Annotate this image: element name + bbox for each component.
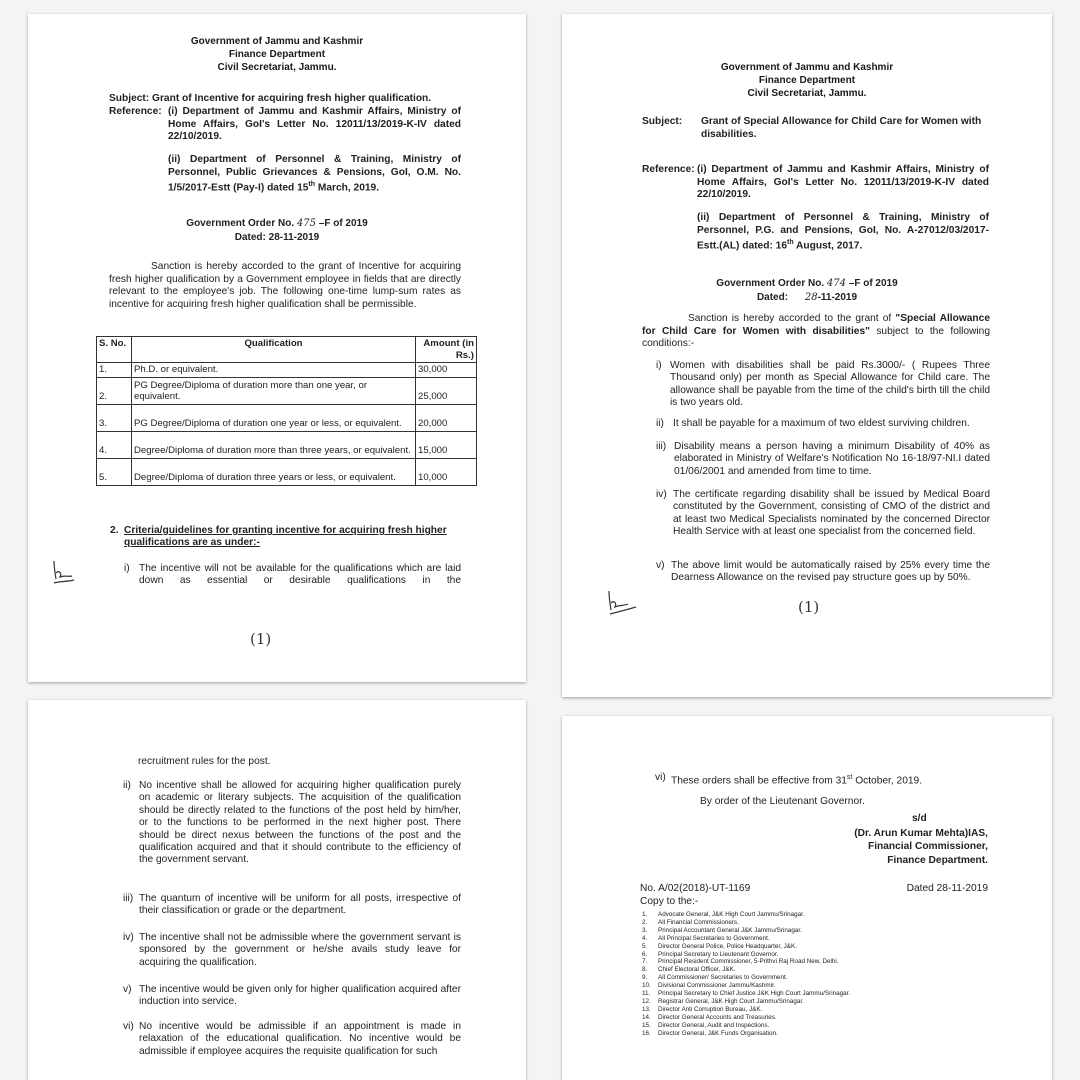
cell-qualification: Degree/Diploma of duration three years or less, or equivalent. xyxy=(132,458,416,485)
list-item xyxy=(642,998,850,1006)
by-order-line: By order of the Lieutenant Governor. xyxy=(700,796,865,807)
list-item-text: Advocate General, J&K High Court Jammu/Srinagar. xyxy=(658,911,805,918)
list-item xyxy=(642,1030,850,1038)
col-header-amount: Amount (in Rs.) xyxy=(416,337,477,363)
cell-amount: 10,000 xyxy=(416,458,477,485)
list-item-text: Director General Accounts and Treasuries. xyxy=(658,1013,777,1021)
incentive-table xyxy=(96,336,477,486)
order-suffix: –F of 2019 xyxy=(848,278,898,289)
document-page-2 xyxy=(562,14,1052,697)
list-item-number: 11. xyxy=(642,990,651,998)
list-item-number: 13. xyxy=(642,1005,651,1013)
list-item xyxy=(642,935,850,943)
superscript: th xyxy=(787,239,794,247)
list-item-number: 10. xyxy=(642,982,651,990)
list-item-text: Director General Police, Police Headquarter, J&K. xyxy=(658,942,797,950)
list-item-text: Principal Accountant General J&K Jammu/Srinagar. xyxy=(658,926,802,934)
list-item-number: 15. xyxy=(642,1021,651,1029)
cell-sno: 4. xyxy=(97,431,132,458)
list-item-number: i) xyxy=(124,563,130,574)
list-item-text: Disability means a person having a minimum Disability of 40% as elaborated in Ministry of Welfare's Notification No 16-18/97-NI.I dated 01/06/2001 and amended from time to time. xyxy=(674,441,990,477)
list-item-number: iv) xyxy=(123,932,134,943)
dated-value: 28-11-2019 xyxy=(268,232,320,243)
col-header-qualification: Qualification xyxy=(132,337,416,363)
signature-block xyxy=(854,827,988,867)
letterhead-line: Government of Jammu and Kashmir xyxy=(190,36,364,47)
list-item-text: The certificate regarding disability shall be issued by Medical Board constituted by the Government, consisting of CMO of the district and at least two Medical Specialists nominated by the concerned Director Health Service with at least one specialist from the concerned field. xyxy=(673,489,990,538)
list-item-number: vi) xyxy=(123,1021,134,1032)
col-header-sno: S. No. xyxy=(97,337,132,363)
list-item-text: The quantum of incentive will be uniform for all posts, irrespective of their classification or grade or the department. xyxy=(139,893,461,917)
cell-sno: 3. xyxy=(97,404,132,431)
cell-amount: 15,000 xyxy=(416,431,477,458)
page-number-mark: (1) xyxy=(250,630,272,648)
list-item-text: Women with disabilities shall be paid Rs.3000/- ( Rupees Three Thousand only) per month as Special Allowance for Child care. The allowance shall be payable from the time of the child's birth till the child is two years old. xyxy=(670,360,990,409)
table-row xyxy=(97,458,477,485)
list-item-number: 12. xyxy=(642,997,651,1005)
continued-text: recruitment rules for the post. xyxy=(138,756,271,767)
letterhead-line: Government of Jammu and Kashmir xyxy=(720,62,894,73)
reference-2 xyxy=(697,212,989,253)
list-item-text xyxy=(671,772,975,788)
reference-number: No. A/02(2018)-UT-1169 xyxy=(640,883,751,894)
copy-list xyxy=(642,911,850,1038)
list-item-number: ii) xyxy=(656,418,664,429)
document-page-3 xyxy=(28,700,526,1080)
order-number-value: 475 xyxy=(296,218,316,229)
signatory-name: (Dr. Arun Kumar Mehta)IAS, xyxy=(854,828,988,839)
list-item xyxy=(642,990,850,998)
cell-sno: 1. xyxy=(97,363,132,378)
list-item-text: The incentive will not be available for the qualifications which are laid down as essential or desirable qualifications in the xyxy=(139,563,461,587)
dated-value-rest: -11-2019 xyxy=(817,292,858,303)
subject-label: Subject: xyxy=(109,93,150,104)
cell-sno: 5. xyxy=(97,458,132,485)
list-item xyxy=(642,919,850,927)
order-date xyxy=(28,231,526,244)
list-item-text: Registrar General, J&K High Court Jammu/Srinagar. xyxy=(658,997,804,1005)
subject-text: Grant of Special Allowance for Child Care for Women with disabilities. xyxy=(701,116,982,140)
list-item-text: Director General, Audit and Inspections. xyxy=(658,1021,770,1029)
order-number xyxy=(28,217,526,230)
letterhead-line: Civil Secretariat, Jammu. xyxy=(747,88,867,99)
list-item-text: The incentive shall not be admissible where the government servant is sponsored by the government or he/she avails study leave for acquiring the qualification. xyxy=(139,932,461,968)
list-item-text: All Principal Secretaries to Government. xyxy=(658,934,770,942)
list-item-text: No incentive shall be allowed for acquiring higher qualification purely on academic or literary subjects. The acquisition of the qualification should be directly related to the functions of the post held by him/her, or to the functions to be performed in the next higher post. There should be direct nexus between the functions of the post and the qualification acquired and that it should contribute to the efficiency of the government servant. xyxy=(139,780,461,866)
list-item-number: 8. xyxy=(642,966,648,974)
letterhead xyxy=(562,61,1052,100)
document-page-4 xyxy=(562,716,1052,1080)
list-item-number: iv) xyxy=(656,489,667,500)
letterhead xyxy=(28,35,526,74)
reference-2-text: (ii) Department of Personnel & Training, Ministry of Personnel, Public Grievances & Pensions, GoI, O.M. No. 1/5/2017-Estt (Pay-I) dated 15 xyxy=(168,154,461,194)
reference-2-text: (ii) Department of Personnel & Training, Ministry of Personnel, P.G. and Pensions, GoI, No. A-27012/03/2017-Estt.(AL) dated: 16 xyxy=(697,212,989,252)
subject-label: Subject: xyxy=(642,116,683,127)
list-item-number: 14. xyxy=(642,1013,651,1021)
list-item-number: ii) xyxy=(123,780,131,791)
list-item xyxy=(656,489,990,539)
superscript: st xyxy=(846,774,853,781)
list-item xyxy=(123,780,461,867)
list-item-number: 6. xyxy=(642,950,648,958)
sanction-paragraph: Sanction is hereby accorded to the grant of Incentive for acquiring fresh higher qualification by a Government employee in fields that are directly relevant to the employee's job. The following one-time lump-sum rates as incentive for acquiring fresh higher qualification shall be permissible. xyxy=(109,261,461,310)
list-item xyxy=(655,772,975,788)
dispatch-date: Dated 28-11-2019 xyxy=(906,883,988,894)
sanction-text-end: subject to the following conditions:- xyxy=(642,325,991,350)
list-item xyxy=(656,560,990,585)
copy-to-label: Copy to the:- xyxy=(640,896,699,907)
list-item xyxy=(642,951,850,959)
list-item xyxy=(123,984,461,1009)
document-page-1 xyxy=(28,14,526,682)
list-item-number: 3. xyxy=(642,926,648,934)
list-item-text: All Financial Commissioners. xyxy=(658,918,739,926)
subject-line xyxy=(109,93,489,106)
order-label: Government Order No. xyxy=(186,218,295,229)
reference-1: (i) Department of Jammu and Kashmir Affairs, Ministry of Home Affairs, GoI's Letter No. 12011/13/2019-K-IV dated 22/10/2019. xyxy=(168,106,461,143)
list-item xyxy=(642,1022,850,1030)
list-item xyxy=(656,418,990,430)
list-item-text: Principal Resident Commissioner, 5-Prithvi Raj Road New, Delhi. xyxy=(658,958,839,966)
subject-text: Grant of Incentive for acquiring fresh higher qualification. xyxy=(152,93,432,104)
cell-amount: 30,000 xyxy=(416,363,477,378)
list-item xyxy=(642,1014,850,1022)
cell-qualification: PG Degree/Diploma of duration more than one year, or equivalent. xyxy=(132,377,416,404)
list-item-text: No incentive would be admissible if an appointment is made in relaxation of the educational qualification. No incentive would be admissible if employee acquires the requisite qualification for such xyxy=(139,1021,461,1057)
sanction-paragraph xyxy=(642,313,990,351)
reference-2-text-end: March, 2019. xyxy=(315,182,380,194)
list-item xyxy=(642,943,850,951)
list-item-text: Director General, J&K Funds Organisation. xyxy=(658,1029,778,1037)
reference-1: (i) Department of Jammu and Kashmir Affairs, Ministry of Home Affairs, GoI's Letter No. 12011/13/2019-K-IV dated 22/10/2019. xyxy=(697,164,989,201)
superscript: th xyxy=(308,181,316,189)
list-item xyxy=(642,982,850,990)
signatory-title: Financial Commissioner, xyxy=(867,841,988,853)
criteria-heading xyxy=(110,525,462,550)
sd-mark: s/d xyxy=(912,813,927,824)
list-item-text: Chief Electoral Officer, J&K. xyxy=(658,966,736,974)
cell-qualification: PG Degree/Diploma of duration one year or less, or equivalent. xyxy=(132,404,416,431)
list-item xyxy=(123,932,461,969)
reference-2-text-end: August, 2017. xyxy=(793,240,863,252)
effective-text: These orders shall be effective from 31 xyxy=(671,775,847,787)
list-item-text: Principal Secretary to Lieutenant Governor. xyxy=(658,950,779,958)
list-item xyxy=(642,966,850,974)
list-item xyxy=(642,958,850,966)
letterhead-line: Finance Department xyxy=(758,75,856,86)
table-header-row xyxy=(97,337,477,363)
list-item-text: The incentive would be given only for higher qualification acquired after induction into service. xyxy=(139,984,461,1008)
list-item xyxy=(642,974,850,982)
table-row xyxy=(97,404,477,431)
list-item-text: Principal Secretary to Chief Justice J&K High Court Jammu/Srinagar. xyxy=(658,990,851,998)
sanction-text: Sanction is hereby accorded to the grant of xyxy=(688,313,896,324)
dated-value: 28 xyxy=(804,292,818,303)
list-item-number: i) xyxy=(656,360,662,371)
letterhead-line: Finance Department xyxy=(228,49,326,60)
list-item-number: iii) xyxy=(123,893,134,904)
list-item-number: 7. xyxy=(642,958,648,966)
letterhead-line: Civil Secretariat, Jammu. xyxy=(217,62,337,73)
criteria-text: Criteria/guidelines for granting incentive for acquiring fresh higher qualifications are as under:- xyxy=(124,525,447,549)
cell-qualification: Ph.D. or equivalent. xyxy=(132,363,416,378)
list-item-number: 5. xyxy=(642,942,648,950)
reference-label: Reference: xyxy=(642,164,695,175)
list-item-number: 1. xyxy=(642,911,648,918)
page-number-mark: (1) xyxy=(798,598,820,616)
list-item-text: All Commissioner/ Secretaries to Government. xyxy=(658,974,788,982)
list-item xyxy=(656,360,990,410)
cell-qualification: Degree/Diploma of duration more than three years, or equivalent. xyxy=(132,431,416,458)
dated-label: Dated: xyxy=(234,232,266,243)
sanction-text-bold: "Special Allowance for Child Care for Women with disabilities" xyxy=(642,313,990,337)
order-number xyxy=(562,277,1052,290)
table-row xyxy=(97,377,477,404)
table-row xyxy=(97,431,477,458)
list-item xyxy=(123,1021,461,1058)
order-date xyxy=(562,291,1052,304)
list-item-number: 9. xyxy=(642,974,648,982)
list-item-number: 16. xyxy=(642,1029,651,1037)
list-item-number: 4. xyxy=(642,934,648,942)
list-item xyxy=(642,927,850,935)
initial-signature xyxy=(604,588,642,623)
order-label: Government Order No. xyxy=(716,278,825,289)
list-item xyxy=(124,563,461,588)
cell-amount: 25,000 xyxy=(416,377,477,404)
reference-2 xyxy=(168,154,461,195)
dated-label: Dated: xyxy=(756,292,789,303)
cell-amount: 20,000 xyxy=(416,404,477,431)
initial-signature xyxy=(50,559,78,594)
list-item-text: The above limit would be automatically raised by 25% every time the Dearness Allowance on the revised pay structure goes up by 50%. xyxy=(671,560,990,584)
list-item xyxy=(656,441,990,478)
effective-text-end: October, 2019. xyxy=(852,775,923,787)
list-item-number: v) xyxy=(656,560,665,571)
cell-sno: 2. xyxy=(97,377,132,404)
list-item xyxy=(642,911,850,919)
list-item xyxy=(123,893,461,918)
signatory-department: Finance Department. xyxy=(887,854,988,866)
list-item-text: Divisional Commissioner Jammu/Kashmir. xyxy=(658,982,776,990)
table-row xyxy=(97,363,477,378)
criteria-number: 2. xyxy=(110,525,119,536)
list-item xyxy=(642,1006,850,1014)
list-item-number: vi) xyxy=(655,772,666,783)
order-number-value: 474 xyxy=(826,278,846,289)
list-item-text: Director Anti Corruption Bureau, J&K. xyxy=(658,1005,763,1013)
list-item-number: iii) xyxy=(656,441,667,452)
list-item-number: 2. xyxy=(642,918,648,926)
order-suffix: –F of 2019 xyxy=(318,218,368,229)
reference-label: Reference: xyxy=(109,106,162,117)
list-item-text: It shall be payable for a maximum of two eldest surviving children. xyxy=(673,418,970,429)
list-item-number: v) xyxy=(123,984,132,995)
